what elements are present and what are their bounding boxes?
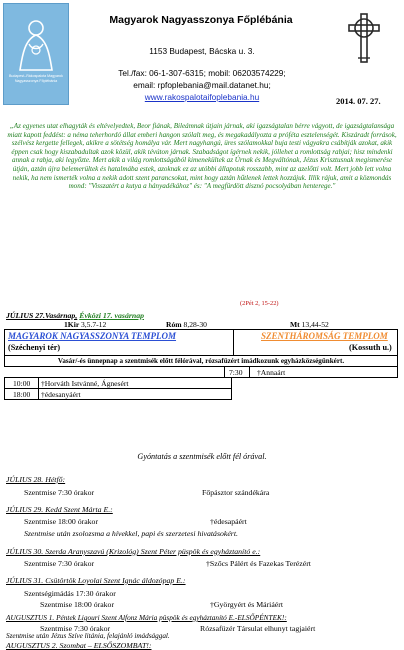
reading-2: Róm 8,28-30 <box>166 320 207 329</box>
day-heading: AUGUSZTUS 2. Szombat – ELSŐSZOMBAT!: <box>6 641 152 650</box>
day-heading: JÚLIUS 29. Kedd Szent Márta E.: <box>6 505 113 514</box>
celtic-cross-icon <box>346 12 382 64</box>
phone-line: Tel./fax: 06-1-307-6315; mobil: 06203574229; <box>118 68 286 78</box>
day-heading: JÚLIUS 28. Hétfő: <box>6 475 66 484</box>
reading-1: 1Kir 3,5.7-12 <box>64 320 107 329</box>
website-link[interactable]: www.rakospalotaifoplebania.hu <box>144 92 260 102</box>
madonna-icon <box>14 18 58 72</box>
sunday-day: Vasárnap, <box>45 311 78 320</box>
right-church-name: SZENTHÁROMSÁG TEMPLOM <box>261 331 388 341</box>
day-heading: JÚLIUS 30. Szerda Aranyszavú (Krizológ) Szent Péter püspök és egyháztanító e.: <box>6 547 261 556</box>
parish-logo <box>3 3 69 105</box>
confession-note: Gyóntatás a szentmisék előtt fél órával. <box>137 452 267 461</box>
reading-3: Mt 13,44-52 <box>290 320 329 329</box>
sunday-ordinal: Évközi 17. vasárnap <box>79 311 145 320</box>
table-row: 10:00 †Horváth Istvánné, Ágnesért <box>4 377 232 389</box>
right-church-place: (Kossuth u.) <box>349 343 392 352</box>
sunday-heading <box>6 311 144 320</box>
left-church-cell <box>5 330 234 355</box>
day-heading: JÚLIUS 31. Csütörtök Loyolai Szent Ignác áldozópap E.: <box>6 576 186 585</box>
table-row: 18:00 †édesanyáért <box>4 388 232 400</box>
bulletin-date: 2014. 07. 27. <box>336 96 381 106</box>
address: 1153 Budapest, Bácska u. 3. <box>149 46 255 56</box>
left-church-place: (Széchenyi tér) <box>8 343 61 352</box>
left-church-name: MAGYAROK NAGYASSZONYA TEMPLOM <box>8 331 177 341</box>
table-header-row <box>4 329 398 356</box>
sunday-date: JÚLIUS 27. <box>6 311 45 320</box>
church-name: Magyarok Nagyasszonya Főplébánia <box>109 14 293 26</box>
logo-caption: Budapest–Rákospalota Magyarok Nagyasszonya Főplébánia <box>9 74 63 83</box>
right-mass-row <box>224 366 398 378</box>
right-mass-time: 7:30 <box>229 368 243 377</box>
right-mass-intention: †Annaárt <box>257 368 286 377</box>
rosary-notice: Vasár/-és ünnepnap a szentmisék előtt félórával, rózsafüzért imádkozunk egyházközségünkért. <box>4 355 398 367</box>
scripture-quote: „Az egyenes utat elhagyták és eltévelyedtek, Beor fiának, Bileámnak útjain járnak, aki igazságtalan bérre vágyott, de igazságtalansága miatt kapott feddést: a néma teherhordó állat emberi hangon szólalt meg, és megakadályozta a próféta esztelenségét. Kiszáradt források, szélvész kergette fellegek, akikre a sötétség homálya vár. Mert nagyhangú, üres szólamokkal buja testi vágyakra csábítják azokat, akik éppen csak hogy kiszabadultak azok közül, akik tévúton járnak. Szabadságot ígérnek nekik, jóllehet a romlottság rabjai; hisz mindenki annak a rabja, aki legyőzte. Mert akik a világ romlottságából kimenekültek az Úrnak és Megváltónak, Jézus Krisztusnak megismerése útján, aztán újra belemerültek és hatalmába estek, azoknak ez az utóbbi állapotuk rosszabb, mint az azelőtti volt. Mert jobb lett volna nekik, ha nem ismerték volna a nekik adott szent parancsokat, mint hogy aztán hűtlenek lettek hozzájuk. Illik rájuk, amit a közmondás mond: "Visszatért a kutya a hányadékához" és: "A megfürdött disznó pocsolyában henterege." <box>7 122 397 191</box>
scripture-reference: (2Pét 2, 15-22) <box>240 300 279 307</box>
email-line: email: rpfoplebania@mail.datanet.hu; <box>133 80 271 90</box>
day-heading: AUGUSZTUS 1. Péntek Ligouri Szent Alfonz Mária püspök és egyháztanító E.-ELSŐPÉNTEK!: <box>6 613 287 622</box>
